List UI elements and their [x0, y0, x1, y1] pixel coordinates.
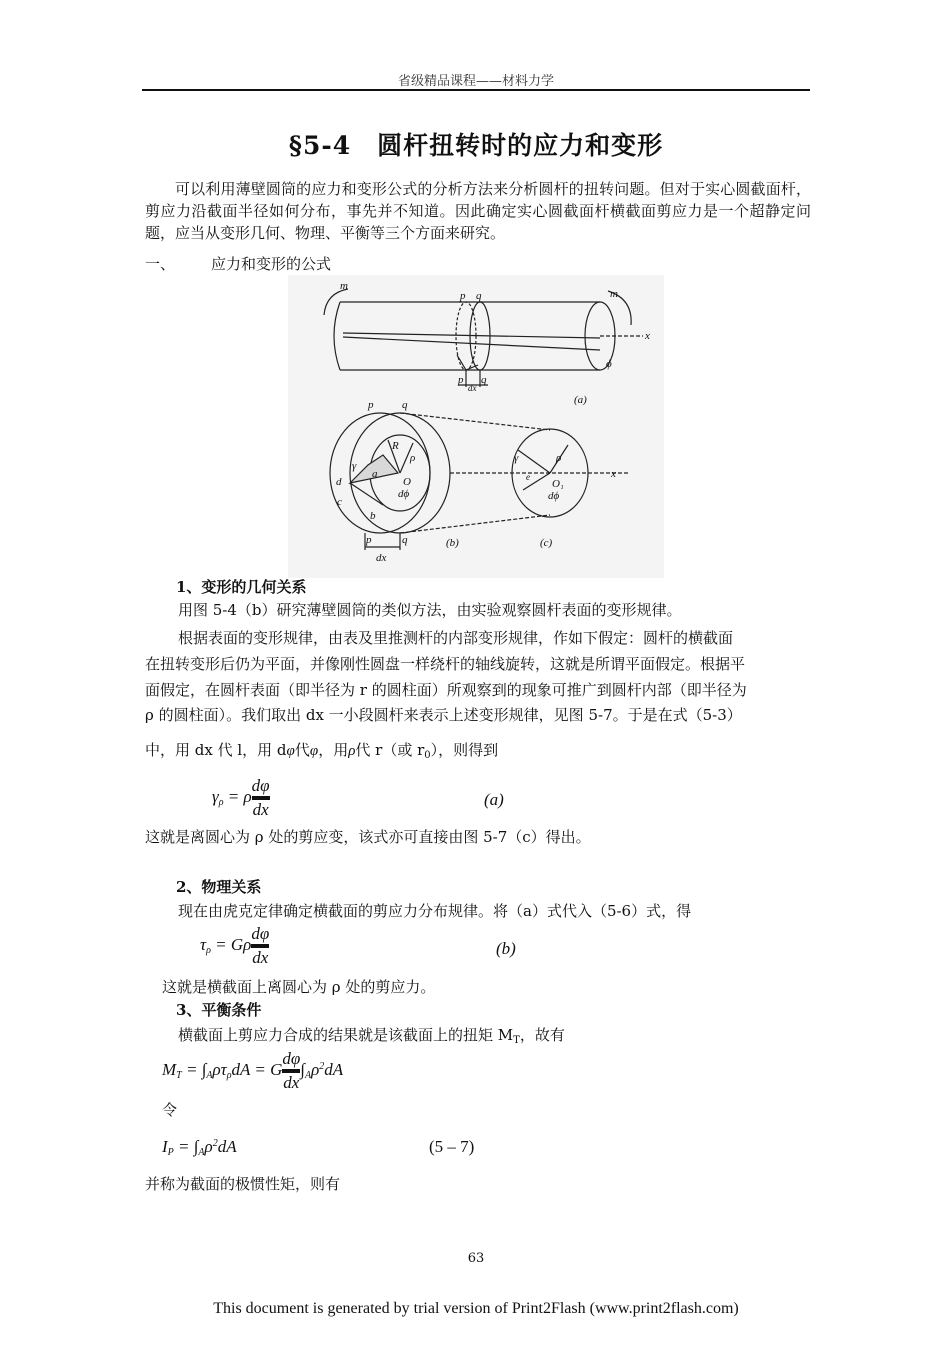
trial-watermark-footer: This document is generated by trial version of Print2Flash (www.print2flash.com) [213, 1300, 739, 1317]
fraction-denominator: dx [283, 1073, 300, 1092]
eq-ip-Isub: P [167, 1147, 174, 1158]
label-e: e [526, 472, 530, 482]
section-heading-text: 应力和变形的公式 [211, 255, 332, 273]
label-phi: ϕ [606, 358, 612, 370]
equation-ip [162, 1137, 237, 1158]
intro-paragraph: 可以利用薄壁圆筒的应力和变形公式的分析方法来分析圆杆的扭转问题。但对于实心圆截面杆，剪应力沿截面半径如何分布，事先并不知道。因此确定实心圆截面杆横截面剪应力是一个超静定问题，应当从变形几何、物理、平衡等三个方面来研究。 [145, 180, 811, 242]
text-span: 代 r（或 r [355, 741, 425, 759]
text-line [178, 1024, 565, 1052]
label-gamma-c: γ [514, 452, 519, 464]
label-a: (a) [574, 394, 587, 406]
fraction-denominator: dx [252, 948, 269, 967]
eq-mt-part: = ∫ [181, 1059, 207, 1079]
section-title: §5-4 圆杆扭转时的应力和变形 [288, 131, 664, 160]
subscript: 0 [424, 750, 431, 761]
eq-mt-A2: A [304, 1069, 312, 1081]
text-line: 用图 5-4（b）研究薄壁圆筒的类似方法，由实验观察圆杆表面的变形规律。 [178, 601, 682, 619]
text-line: 在扭转变形后仍为平面，并像刚性圆盘一样绕杆的轴线旋转，这就是所谓平面假定。根据平 [145, 655, 746, 673]
label-R: R [392, 440, 399, 452]
torsion-figure [288, 275, 664, 578]
label-d: d [336, 476, 342, 488]
label-m-right: m [610, 288, 618, 300]
equation-b-label: (b) [496, 939, 516, 958]
label-b: b [370, 510, 376, 522]
label-dphi-b: dϕ [398, 488, 410, 500]
label-rho-c: ρ [556, 452, 562, 464]
equation-b [200, 925, 269, 967]
label-a-point: a [372, 468, 378, 480]
text-line: 并称为截面的极惯性矩，则有 [145, 1175, 341, 1193]
label-O: O [403, 476, 411, 488]
eq-ip-square: 2 [212, 1138, 218, 1149]
text-span: 中，用 dx 代 l，用 d [145, 741, 287, 759]
eq-mt-part: dA = G [231, 1059, 283, 1079]
text-span: ，故有 [519, 1026, 565, 1044]
label-q-top: q [476, 290, 482, 302]
text-line: 现在由虎克定律确定横截面的剪应力分布规律。将（a）式代入（5-6）式，得 [178, 902, 692, 920]
eq-mt-part: ρτ [212, 1059, 227, 1079]
section-heading [145, 253, 331, 274]
eq-mt-M: M [162, 1059, 177, 1079]
running-header: 省级精品课程——材料力学 [397, 74, 554, 89]
label-p-bottom-a: p [458, 374, 464, 386]
eq-mt-fraction [282, 1050, 300, 1092]
eq-mt-square: 2 [319, 1060, 325, 1072]
eq-a-eq: = ρ [223, 786, 252, 806]
eq-mt-tsub: ρ [226, 1069, 232, 1081]
subsection-heading-3: 3、平衡条件 [176, 1001, 262, 1019]
text-span: ），则得到 [430, 741, 499, 759]
subsection-heading-2: 2、物理关系 [176, 878, 262, 896]
equation-mt [162, 1050, 343, 1092]
text-span: 代 [294, 741, 310, 759]
eq-b-fraction [251, 925, 269, 967]
eq-b-sub: ρ [206, 944, 211, 956]
label-O1: O₁ [552, 478, 564, 490]
label-q-bottom-b: q [402, 534, 408, 546]
label-b-caption: (b) [446, 537, 459, 549]
equation-a [212, 777, 270, 819]
label-x-b: x [611, 468, 616, 480]
eq-mt-part: dA [324, 1059, 344, 1079]
label-p-top: p [460, 290, 466, 302]
eq-ip-part: ρ [204, 1137, 213, 1156]
label-c: c [337, 496, 342, 508]
header-rule [142, 89, 810, 91]
label-dphi-c: dϕ [548, 490, 560, 502]
text-span: ，用 [318, 741, 349, 759]
fraction-numerator: dφ [251, 776, 270, 795]
text-line: 根据表面的变形规律，由表及里推测杆的内部变形规律，作如下假定：圆杆的横截面 [178, 629, 734, 647]
fraction-denominator: dx [252, 800, 269, 819]
label-p-bottom-b: p [366, 534, 372, 546]
subscript: T [513, 1035, 520, 1046]
page-number: 63 [467, 1251, 485, 1266]
label-c-caption: (c) [540, 537, 553, 549]
text-line: ρ 的圆柱面）。我们取出 dx 一小段圆杆来表示上述变形规律，见图 5-7。于是在式（5-3） [145, 706, 742, 724]
eq-ip-part: dA [217, 1137, 237, 1156]
label-dx-a: dx [468, 383, 477, 393]
label-rho-b: ρ [410, 452, 416, 464]
section-number: 一、 [145, 255, 176, 273]
eq-ip-A: A [198, 1147, 205, 1158]
eq-b-eq: = Gρ [210, 934, 252, 954]
eq-mt-part: ∫ [300, 1059, 305, 1079]
eq-a-lhs: γ [212, 786, 219, 806]
text-line [145, 739, 498, 767]
label-m-left: m [340, 280, 348, 292]
eq-ip-part: = ∫ [173, 1137, 199, 1156]
label-q-bottom-a: q [481, 374, 487, 386]
label-x-a: x [645, 330, 650, 342]
label-p-b: p [368, 399, 374, 411]
eq-mt-Msub: T [176, 1069, 182, 1081]
subsection-heading-1: 1、变形的几何关系 [176, 578, 307, 596]
label-dx-b: dx [376, 552, 387, 564]
eq-mt-part: ρ [311, 1059, 320, 1079]
label-q-b: q [402, 399, 408, 411]
phi-symbol: φ [286, 743, 295, 759]
text-line: 这就是离圆心为 ρ 处的剪应变，该式亦可直接由图 5-7（c）得出。 [145, 828, 591, 846]
equation-a-label: (a) [484, 790, 504, 809]
fraction-numerator: dφ [282, 1049, 301, 1068]
fraction-numerator: dφ [251, 924, 270, 943]
eq-b-lhs: τ [200, 934, 207, 954]
eq-mt-A1: A [206, 1069, 213, 1081]
eq-ip-I: I [162, 1137, 168, 1156]
rho-symbol: ρ [348, 743, 356, 759]
text-line: 面假定，在圆杆表面（即半径为 r 的圆柱面）所观察到的现象可推广到圆杆内部（即半径为 [145, 681, 747, 699]
text-line: 这就是横截面上离圆心为 ρ 处的剪应力。 [162, 978, 436, 996]
text-span: 横截面上剪应力合成的结果就是该截面上的扭矩 M [178, 1026, 514, 1044]
eq-a-sub: ρ [218, 796, 224, 808]
label-gamma-b: γ [352, 460, 357, 472]
text-line: 令 [162, 1101, 178, 1119]
phi-symbol: φ [309, 743, 319, 759]
eq-a-fraction [252, 777, 270, 819]
equation-ip-label: (5 – 7) [429, 1137, 475, 1156]
